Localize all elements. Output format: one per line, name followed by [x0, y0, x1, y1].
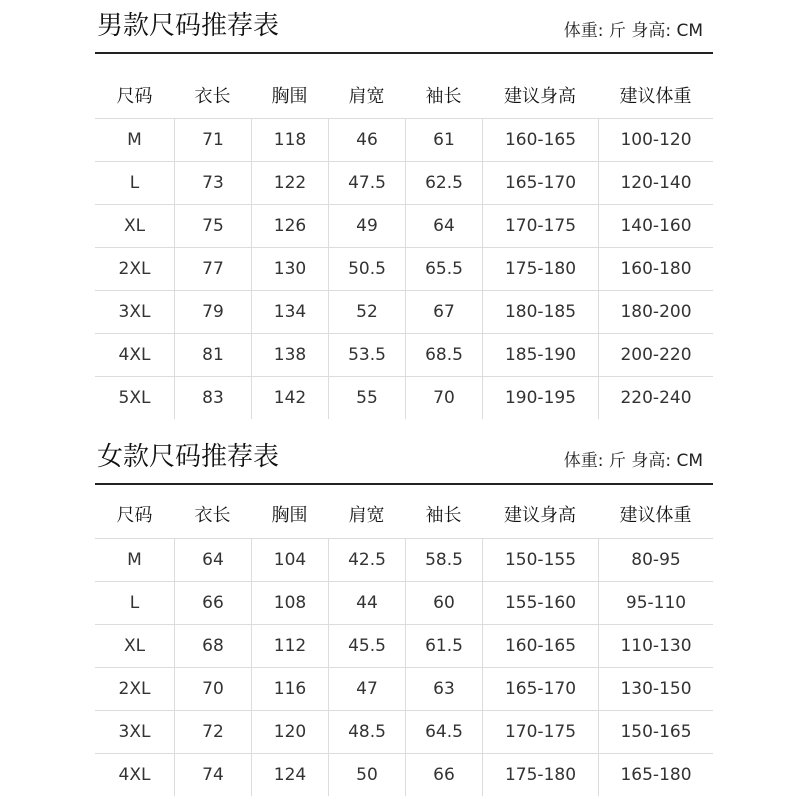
table-cell: 45.5	[328, 625, 405, 667]
size-label-cell: 4XL	[118, 345, 151, 365]
table-cell: 80-95	[598, 539, 713, 581]
table-cell: 83	[174, 377, 251, 419]
table-cell: 160-165	[482, 625, 598, 667]
table-row	[95, 538, 713, 581]
table-cell: 64.5	[405, 711, 482, 753]
size-label-cell: XL	[123, 636, 146, 656]
table-cell: 220-240	[598, 377, 713, 419]
table-cell: 100-120	[598, 119, 713, 161]
size-label-cell: 3XL	[118, 722, 151, 742]
women-units-note: 体重: 斤 身高: CM	[563, 451, 703, 471]
table-cell: 155-160	[482, 582, 598, 624]
size-label-cell: 2XL	[118, 259, 151, 279]
table-cell: 53.5	[328, 334, 405, 376]
column-header: 建议身高	[504, 86, 576, 107]
table-cell: 47	[328, 668, 405, 710]
table-cell: 185-190	[482, 334, 598, 376]
column-header: 袖长	[425, 86, 462, 107]
table-cell: 130	[251, 248, 328, 290]
table-row	[95, 581, 713, 624]
table-cell: 68	[174, 625, 251, 667]
men-title-divider	[95, 52, 713, 54]
table-cell: 74	[174, 754, 251, 796]
column-header: 建议体重	[619, 86, 692, 107]
table-cell: 120-140	[598, 162, 713, 204]
table-row	[95, 161, 713, 204]
table-cell: 77	[174, 248, 251, 290]
table-cell: 73	[174, 162, 251, 204]
table-cell: 58.5	[405, 539, 482, 581]
table-cell: 48.5	[328, 711, 405, 753]
column-header: 尺码	[116, 86, 153, 107]
table-cell: 72	[174, 711, 251, 753]
column-header: 建议身高	[504, 505, 576, 526]
table-row	[95, 624, 713, 667]
table-row	[95, 290, 713, 333]
table-cell: 64	[405, 205, 482, 247]
table-cell: 79	[174, 291, 251, 333]
men-units-note: 体重: 斤 身高: CM	[563, 21, 703, 41]
size-label-cell: M	[127, 550, 142, 570]
size-label-cell: L	[129, 173, 140, 193]
table-row	[95, 247, 713, 290]
table-cell: 170-175	[482, 205, 598, 247]
table-cell: 65.5	[405, 248, 482, 290]
table-cell: 120	[251, 711, 328, 753]
size-label-cell: 2XL	[118, 679, 151, 699]
table-cell: 61.5	[405, 625, 482, 667]
column-header: 建议体重	[619, 505, 692, 526]
women-chart-title: 女款尺码推荐表	[97, 442, 280, 472]
table-row	[95, 667, 713, 710]
table-cell: 50.5	[328, 248, 405, 290]
table-cell: 124	[251, 754, 328, 796]
table-cell: 138	[251, 334, 328, 376]
table-cell: 63	[405, 668, 482, 710]
table-cell: 165-170	[482, 668, 598, 710]
column-header: 尺码	[116, 505, 153, 526]
table-row	[95, 204, 713, 247]
table-cell: 142	[251, 377, 328, 419]
size-label-cell: 4XL	[118, 765, 151, 785]
table-cell: 67	[405, 291, 482, 333]
table-cell: 64	[174, 539, 251, 581]
table-cell: 104	[251, 539, 328, 581]
table-cell: 150-155	[482, 539, 598, 581]
table-cell: 175-180	[482, 248, 598, 290]
size-label-cell: 5XL	[118, 388, 151, 408]
table-row	[95, 376, 713, 419]
table-cell: 52	[328, 291, 405, 333]
table-cell: 95-110	[598, 582, 713, 624]
table-cell: 55	[328, 377, 405, 419]
column-header: 袖长	[425, 505, 462, 526]
column-header: 衣长	[194, 86, 231, 107]
table-cell: 62.5	[405, 162, 482, 204]
men-table-header	[95, 76, 713, 118]
table-cell: 68.5	[405, 334, 482, 376]
table-row	[95, 118, 713, 161]
table-cell: 71	[174, 119, 251, 161]
size-label-cell: 3XL	[118, 302, 151, 322]
men-chart-title: 男款尺码推荐表	[97, 11, 280, 41]
table-cell: 150-165	[598, 711, 713, 753]
table-cell: 42.5	[328, 539, 405, 581]
table-cell: 170-175	[482, 711, 598, 753]
table-cell: 50	[328, 754, 405, 796]
table-cell: 140-160	[598, 205, 713, 247]
table-row	[95, 710, 713, 753]
size-label-cell: XL	[123, 216, 146, 236]
table-cell: 60	[405, 582, 482, 624]
table-row	[95, 333, 713, 376]
table-cell: 160-165	[482, 119, 598, 161]
table-cell: 70	[405, 377, 482, 419]
table-cell: 126	[251, 205, 328, 247]
table-cell: 66	[405, 754, 482, 796]
table-cell: 75	[174, 205, 251, 247]
column-header: 肩宽	[348, 86, 385, 107]
column-header: 胸围	[271, 505, 308, 526]
table-cell: 180-200	[598, 291, 713, 333]
table-cell: 47.5	[328, 162, 405, 204]
table-cell: 44	[328, 582, 405, 624]
table-cell: 165-180	[598, 754, 713, 796]
table-cell: 112	[251, 625, 328, 667]
column-header: 肩宽	[348, 505, 385, 526]
table-cell: 200-220	[598, 334, 713, 376]
table-cell: 49	[328, 205, 405, 247]
table-cell: 108	[251, 582, 328, 624]
column-header: 胸围	[271, 86, 308, 107]
table-cell: 61	[405, 119, 482, 161]
table-cell: 116	[251, 668, 328, 710]
size-label-cell: M	[127, 130, 142, 150]
table-cell: 110-130	[598, 625, 713, 667]
table-cell: 190-195	[482, 377, 598, 419]
table-cell: 175-180	[482, 754, 598, 796]
table-cell: 130-150	[598, 668, 713, 710]
table-row	[95, 753, 713, 796]
table-cell: 165-170	[482, 162, 598, 204]
women-table-header	[95, 495, 713, 537]
table-cell: 66	[174, 582, 251, 624]
size-label-cell: L	[129, 593, 140, 613]
table-cell: 122	[251, 162, 328, 204]
table-cell: 70	[174, 668, 251, 710]
table-cell: 81	[174, 334, 251, 376]
table-cell: 180-185	[482, 291, 598, 333]
table-cell: 160-180	[598, 248, 713, 290]
women-title-divider	[95, 483, 713, 485]
table-cell: 134	[251, 291, 328, 333]
table-cell: 118	[251, 119, 328, 161]
table-cell: 46	[328, 119, 405, 161]
column-header: 衣长	[194, 505, 231, 526]
